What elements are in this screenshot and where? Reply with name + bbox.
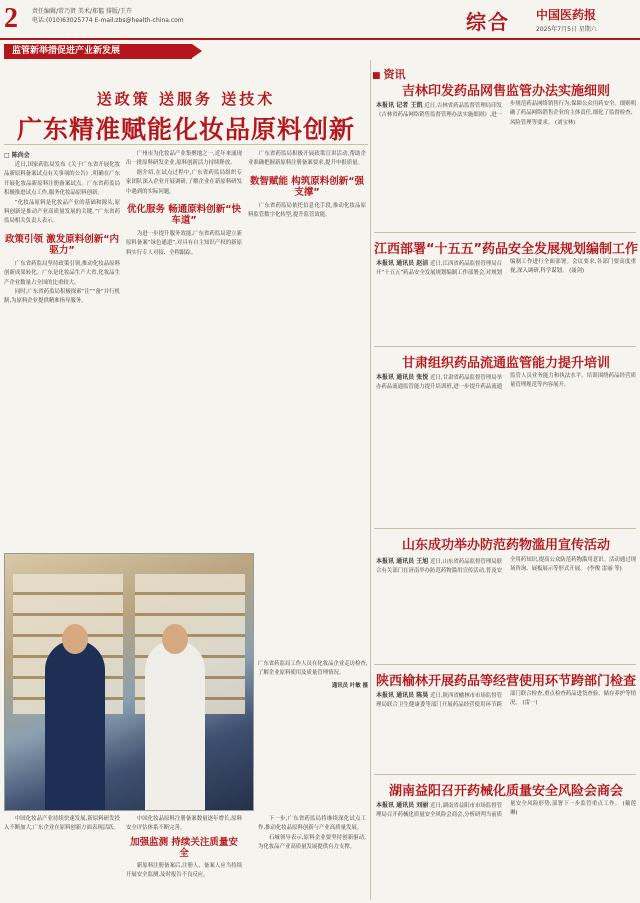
lead-subhead: 加强监测 持续关注质量安全 [130, 836, 238, 859]
paragraph: 中国化妆品原料注册备案数量逐年增长,原料安全评估体系不断完善。 [126, 816, 242, 832]
lead-lower-column-1 [4, 815, 120, 900]
story-text: 近日,陕西省榆林市市场监督管理局联合卫生健康委等部门开展药品经营使用环节跨部门联合检查,重点检查药品进货查验、储存养护等情况。 [376, 691, 636, 709]
story-text: 近日,湖南省益阳市市场监督管理局召开药械化质量安全风险会商会,分析研判当前质量安全风险形势,部署下一步监管重点工作。 [376, 801, 621, 819]
page-number: 2 [4, 3, 18, 34]
photo-caption [258, 660, 368, 689]
paper-name: 中国医药报 [536, 8, 597, 22]
divider [374, 346, 636, 347]
story-byline: 本报讯 记者 王凯 [376, 102, 423, 109]
lead-headline: 广东精准赋能化妆品原料创新 [16, 115, 355, 144]
story-body [376, 372, 636, 522]
story-tag: (刘宝林) [554, 119, 576, 126]
lead-column-3 [248, 150, 366, 548]
divider [4, 144, 368, 145]
lead-column-2 [126, 150, 242, 548]
lead-column-1 [4, 150, 120, 548]
photo-person-head [62, 624, 88, 654]
lead-lower-column-3 [258, 815, 366, 900]
paragraph: 广州市为化妆品产业集聚地之一,近年来涌现出一批原料研发企业,原料创新活力持续释放。 [126, 151, 242, 167]
paragraph: 为进一步提升服务效能,广东省药监局建立新原料备案“绿色通道”,对具有自主知识产权的新原料实行专人对接、全程跟踪。 [126, 231, 242, 256]
story-body [376, 800, 636, 900]
photo-credit: 通讯员 叶敏 摄 [331, 682, 368, 689]
photo-person [45, 640, 105, 810]
story-body [376, 690, 636, 770]
story-title: 陕西榆林开展药品等经营使用环节跨部门检查 [375, 674, 636, 689]
paragraph: 广东省药监局依托信息化手段,推动化妆品原料监管数字化转型,提升监管效能。 [248, 202, 366, 219]
story-text: 近日,吉林省药品监督管理局印发《吉林省药品网络销售监督管理办法实施细则》,进一步规范药品网络销售行为,保障公众用药安全。细则明确了药品网络销售企业的主体责任,细化了监督检查、风险管理等要求。 [376, 101, 636, 126]
story-text: 近日,山东省药品监督管理局联合有关部门在济南举办防范药物滥用宣传活动,普及安全用药知识,提高公众防范药物滥用意识。活动通过现场咨询、展板展示等形式开展。 [376, 557, 636, 575]
masthead [0, 0, 640, 40]
phone-line: 电话:(010)63025774 E-mail:zbs@health-china.com [32, 17, 184, 24]
photo-person [145, 640, 205, 810]
paragraph: 近日,国家药监局发布《关于广东省开展化妆品新原料备案试点有关事项的公告》,明确在广东开展化妆品新原料注册备案试点。广东省药监局积极推进试点工作,服务化妆品原料创新。 [4, 162, 120, 197]
story-byline: 本报讯 通讯员 赵洁 [376, 260, 429, 267]
story-tag: (聂剑) [569, 268, 585, 275]
divider [374, 232, 636, 233]
divider [374, 528, 636, 529]
story-byline: 本报讯 通讯员 王旭 [376, 558, 429, 565]
lead-subhead: 优化服务 畅通原料创新“快车道” [126, 204, 242, 227]
lead-photo [4, 553, 254, 811]
lead-subhead: 数智赋能 构筑原料创新“强支撑” [249, 175, 365, 198]
story-text: 近日,江西省药品监督管理局召开“十五五”药品安全发展规划编制工作部署会,对规划编制工作进行全面部署。会议要求,各部门要高度重视,深入调研,科学谋划。 [376, 259, 636, 277]
story-title: 甘肃组织药品流通监管能力提升培训 [401, 356, 610, 371]
paragraph: 下一步,广东省药监局将继续深化试点工作,推动化妆品原料创新与产业高质量发展。 [258, 816, 366, 832]
divider [374, 664, 636, 665]
section-ribbon: 监管新举措促进产业新发展 [4, 44, 192, 59]
story-title: 山东成功举办防范药物滥用宣传活动 [401, 538, 610, 553]
paragraph: “化妆品原料是化妆品产业的基础和源头,原料创新是推动产业高质量发展的关键。”广东省药监局相关负责人表示。 [4, 199, 120, 225]
divider [370, 60, 371, 900]
story-byline: 本报讯 通讯员 张悦 [376, 374, 429, 381]
paragraph: 中国化妆品产业持续快速发展,新原料研发投入不断加大,广东企业在原料创新方面表现活跃。 [4, 816, 120, 832]
photo-caption-text: 广东省药监局工作人员在化妆品企业走访检查,了解企业原料使用及质量管理情况。 [258, 661, 368, 677]
editor-line: 责任编辑/常乃贤 美术/郑韫 排版/王卉 [32, 8, 132, 15]
story-byline: 本报讯 通讯员 刘丽 [376, 802, 429, 809]
section-name: 综合 [466, 10, 510, 34]
lead-byline: □ 陈尚会 [4, 152, 30, 159]
story-body [376, 258, 636, 344]
paragraph: 广东省药监局坚持政策引领,推动化妆品原料创新成果转化。广东是化妆品生产大省,化妆品生产企业数量占全国的比重较大。 [4, 260, 120, 286]
issue-date: 2025年7月5日 星期六 [536, 26, 597, 33]
story-body [376, 556, 636, 656]
divider [374, 774, 636, 775]
paragraph: 同时,广东省药监局积极探索“注”“备”并行机制,为原料企业提供精准指导服务。 [4, 289, 120, 305]
news-section-label: ■ 资讯 [372, 66, 406, 82]
paragraph: 新原料注册备案后,注册人、备案人应当持续开展安全监测,及时报告不良反应。 [126, 862, 242, 879]
paragraph: 广东省药监局积极开展政策宣讲活动,帮助企业准确把握新原料注册备案要求,提升申报质量。 [248, 151, 366, 167]
story-body [376, 100, 636, 228]
story-title: 湖南益阳召开药械化质量安全风险会商会 [388, 784, 623, 799]
lead-subtitle: 送政策 送服务 送技术 [96, 90, 276, 108]
story-text: 近日,甘肃省药品监督管理局举办药品流通监管能力提升培训班,进一步提升药品流通监管人员业务能力和执法水平。培训围绕药品经营质量管理规范等内容展开。 [376, 373, 636, 391]
editor-info [32, 7, 184, 25]
lead-lower-column-2 [126, 815, 242, 900]
story-tag: (雷一) [522, 700, 538, 707]
story-tag: (戴莲琳) [510, 801, 636, 817]
story-title: 吉林印发药品网售监管办法实施细则 [401, 84, 610, 99]
story-title: 江西部署“十五五”药品安全发展规划编制工作 [373, 242, 639, 257]
paragraph: 石城领导表示,原料企业要坚持创新驱动,为化妆品产业高质量发展提供有力支撑。 [258, 834, 366, 851]
paragraph: 据介绍,在试点过程中,广东省药监局组织专家团队深入企业开展调研,了解企业在新原料研发中遇到的实际问题。 [126, 169, 242, 195]
story-tag: (李俊 雷丽 等) [587, 566, 622, 573]
photo-person-head [162, 624, 188, 654]
lead-subhead: 政策引领 激发原料创新“内驱力” [4, 233, 120, 256]
story-byline: 本报讯 通讯员 陈昊 [376, 692, 429, 699]
